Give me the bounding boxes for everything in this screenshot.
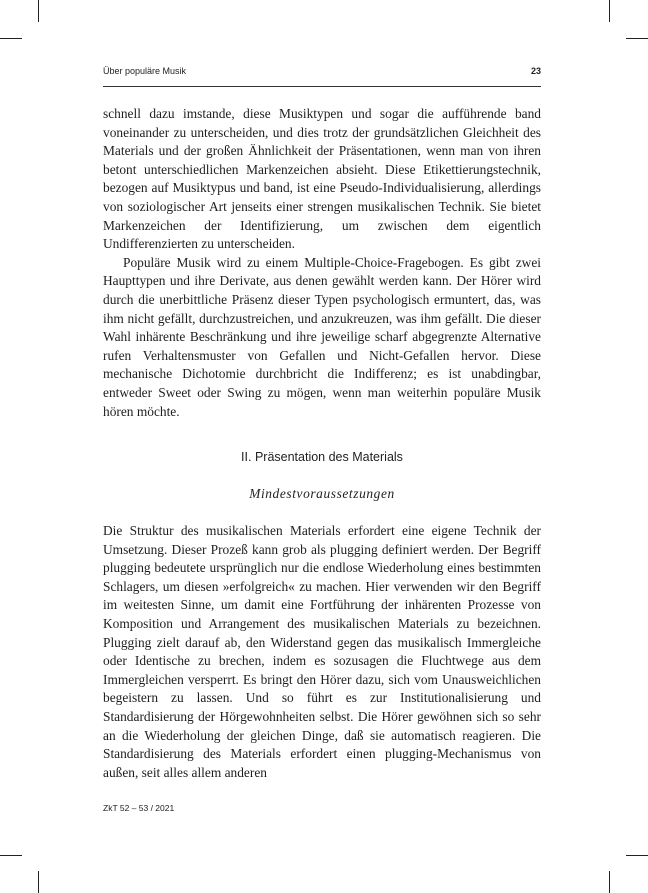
page-number: 23 (530, 66, 541, 76)
crop-mark-top-right (609, 0, 610, 22)
paragraph-2: Populäre Musik wird zu einem Multiple-Choice-Fragebogen. Es gibt zwei Haupttypen und ihre Derivate, aus denen gewählt werden kann. Der Hörer wird durch die unerbittliche Präsenz dieser Typen psychologisch ermuntert, das, was ihm nicht gefällt, durchzustreichen, und anzukreuzen, was ihm gefällt. Die dieser Wahl inhärente Beschränkung und ihre jeweilige scharf abgegrenzte Alternative rufen Verhaltensmuster von Gefallen und Nicht-Gefallen hervor. Diese mechanische Dichotomie durchbricht die Indifferenz; es ist unabdingbar, entweder Sweet oder Swing zu mögen, wenn man weiterhin populäre Musik hören möchte. (103, 254, 541, 419)
section-heading: II. Präsentation des Materials (241, 450, 403, 464)
body-text-top (103, 105, 541, 421)
crop-mark-top-left-h (0, 38, 22, 39)
footer-journal-ref: ZkT 52 – 53 / 2021 (103, 803, 175, 813)
crop-mark-bottom-right-h (626, 855, 648, 856)
body-text-bottom (103, 522, 541, 782)
paragraph-1: schnell dazu imstande, diese Musiktypen und sogar die aufführende band voneinander zu unterscheiden, und dies trotz der grundsätzlichen Gleichheit des Materials und der großen Ähnlichkeit der Präsentationen, wenn man von ihren betont unterschiedlichen Markenzeichen absieht. Diese Etikettierungstechnik, bezogen auf Musiktypus und band, ist eine Pseudo-Individualisierung, allerdings von soziologischer Art jenseits einer strengen musikalischen Technik. Sie bietet Markenzeichen der Identifizierung, um zwischen dem eigentlich Undifferenzierten zu unterscheiden. (103, 106, 541, 252)
running-title: Über populäre Musik (103, 66, 187, 76)
running-head (103, 66, 541, 76)
subsection-heading: Mindestvoraussetzungen (249, 486, 395, 501)
crop-mark-top-left (38, 0, 39, 22)
header-rule (103, 86, 541, 87)
crop-mark-bottom-left (38, 871, 39, 893)
crop-mark-bottom-left-h (0, 855, 22, 856)
crop-mark-top-right-h (626, 38, 648, 39)
crop-mark-bottom-right (609, 871, 610, 893)
paragraph-3: Die Struktur des musikalischen Materials erfordert eine eigene Technik der Umsetzung. Dieser Prozeß kann grob als plugging definiert werden. Der Begriff plugging bedeutete ursprünglich nur die endlose Wiederholung eines bestimmten Schlagers, um diesen »erfolgreich« zu machen. Hier verwenden wir den Begriff im weitesten Sinne, um damit eine Fortführung der inhärenten Prozesse von Komposition und Arrangement des musikalischen Materials zu bezeichnen. Plugging zielt darauf ab, den Widerstand gegen das musikalisch Immergleiche oder Identische zu brechen, indem es sozusagen die Fluchtwege aus dem Immergleichen versperrt. Es bringt den Hörer dazu, sich vom Unausweichlichen begeistern zu lassen. Und so führt es zur Institutionalisierung und Standardisierung der Hörgewohnheiten selbst. Die Hörer gewöhnen sich so sehr an die Wiederholung der gleichen Dinge, daß sie automatisch reagieren. Die Standardisierung des Materials erfordert einen plugging-Mechanismus von außen, seit alles allem anderen (103, 523, 541, 780)
